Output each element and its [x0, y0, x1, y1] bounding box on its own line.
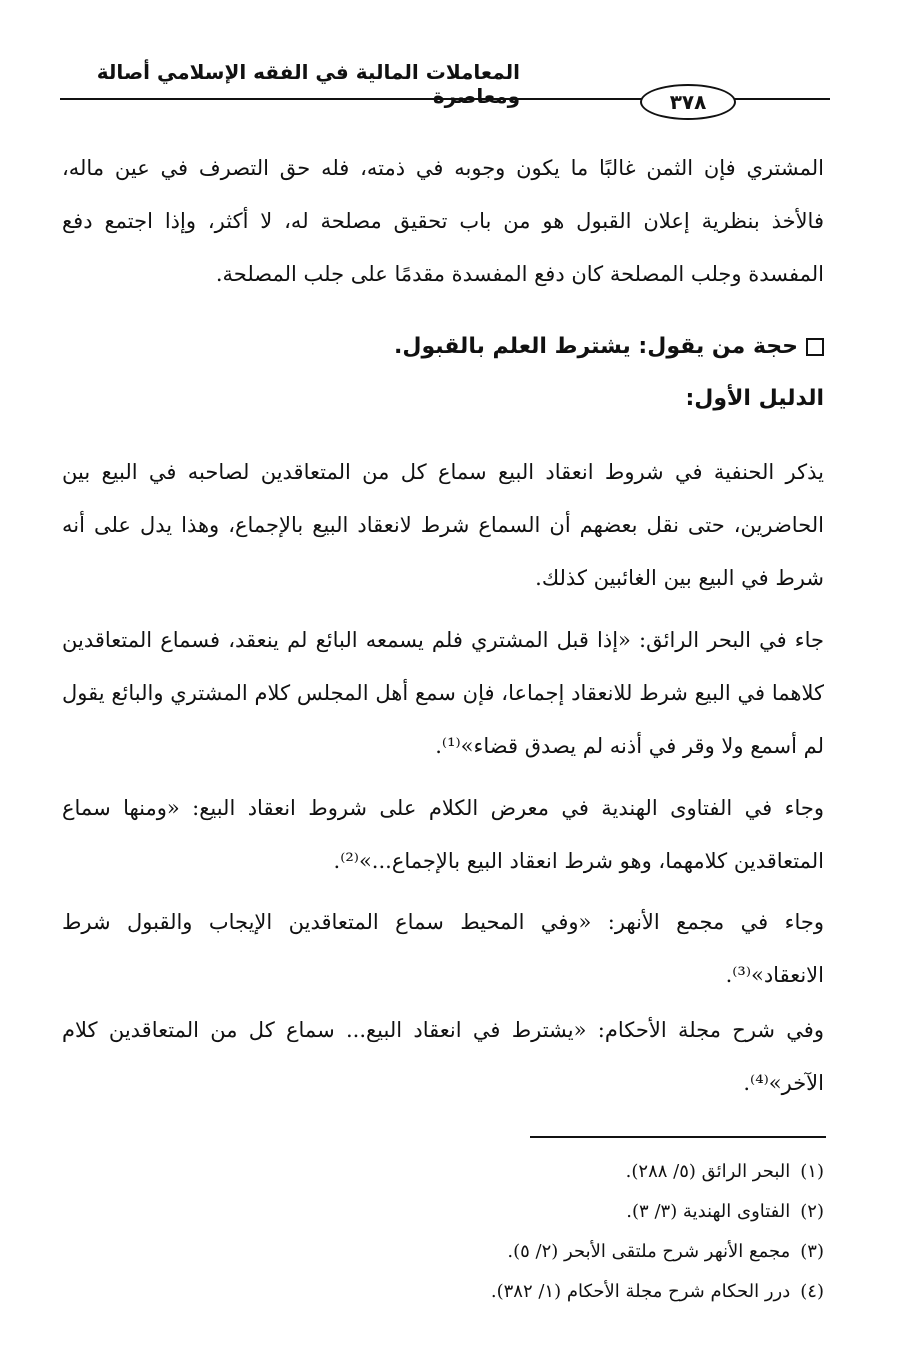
- paragraph-continuation: المشتري فإن الثمن غالبًا ما يكون وجوبه في ذمته، فله حق التصرف في عين ماله، فالأخذ بنظرية إعلان القبول هو من باب تحقيق مصلحة له، لا أكثر، وإذا اجتمع دفع المفسدة وجلب المصلحة كان دفع المفسدة مقدمًا على جلب المصلحة.: [62, 156, 824, 286]
- subheading-first-evidence: الدليل الأول:: [685, 386, 824, 411]
- footnote-3: (٣)مجمع الأنهر شرح ملتقى الأبحر (٢/ ٥).: [507, 1241, 824, 1262]
- section-heading: [62, 334, 824, 359]
- footnote-1: (١)البحر الرائق (٥/ ٢٨٨).: [625, 1161, 824, 1182]
- paragraph-fatawa-hindiyya: وجاء في الفتاوى الهندية في معرض الكلام على شروط انعقاد البيع: «ومنها سماع المتعاقدين كلامهما، وهو شرط انعقاد البيع بالإجماع...»⁽²⁾.: [62, 796, 824, 873]
- running-header-title: المعاملات المالية في الفقه الإسلامي أصالة ومعاصرة: [96, 60, 520, 108]
- footnote-4: (٤)درر الحكام شرح مجلة الأحكام (١/ ٣٨٢).: [490, 1281, 824, 1302]
- paragraph-hanafi: يذكر الحنفية في شروط انعقاد البيع سماع كل من المتعاقدين لصاحبه في البيع بين الحاضرين، حتى نقل بعضهم أن السماع شرط لانعقاد البيع بالإجماع، وهذا يدل على أنه شرط في البيع بين الغائبين كذلك.: [62, 460, 824, 590]
- section-heading-text: حجة من يقول: يشترط العلم بالقبول.: [394, 334, 798, 359]
- footnote-2: (٢)الفتاوى الهندية (٣/ ٣).: [626, 1201, 824, 1222]
- footnote-separator: [530, 1136, 826, 1138]
- page-number: ٣٧٨: [640, 84, 736, 120]
- paragraph-majma-anhur: وجاء في مجمع الأنهر: «وفي المحيط سماع المتعاقدين الإيجاب والقبول شرط الانعقاد»⁽³⁾.: [62, 910, 824, 987]
- paragraph-majalla: وفي شرح مجلة الأحكام: «يشترط في انعقاد البيع... سماع كل من المتعاقدين كلام الآخر»⁽⁴⁾.: [62, 1018, 824, 1095]
- square-bullet-icon: [806, 338, 824, 356]
- paragraph-bahr-raiq: جاء في البحر الرائق: «إذا قبل المشتري فلم يسمعه البائع لم ينعقد، فسماع المتعاقدين كلاهما في البيع شرط للانعقاد إجماعا، فإن سمع أهل المجلس كلام المشتري والبائع يقول لم أسمع ولا وقر في أذنه لم يصدق قضاء»⁽¹⁾.: [62, 628, 824, 758]
- footnotes: [62, 1152, 824, 1312]
